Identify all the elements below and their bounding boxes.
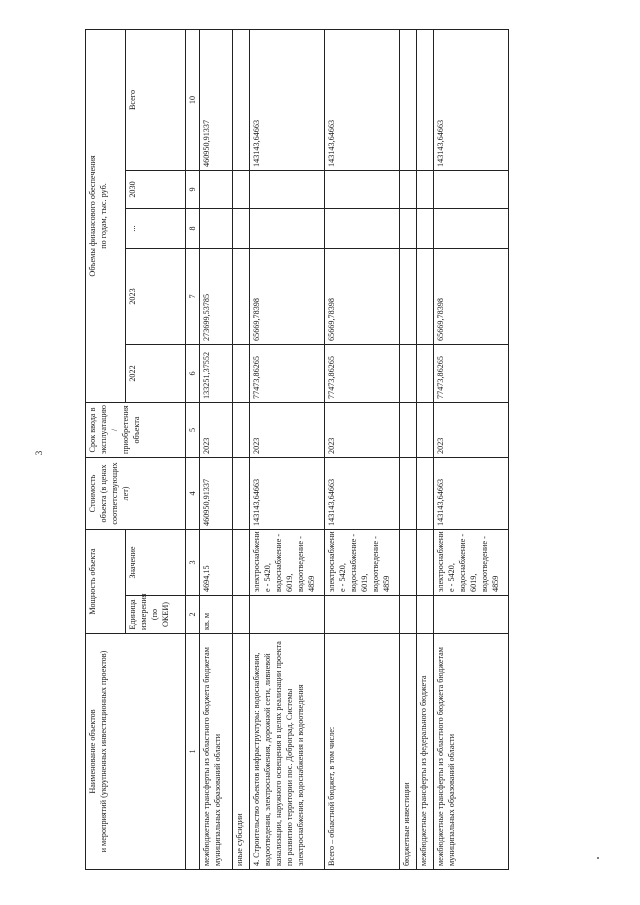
cell-dots — [400, 208, 417, 248]
cell-y2022: 77473,86265 — [434, 344, 509, 402]
column-number: 3 — [186, 529, 200, 595]
cell-total — [233, 29, 250, 170]
column-number: 7 — [186, 248, 200, 344]
cell-unit: кв. м — [200, 596, 233, 634]
header-name: Наименование объектов и мероприятий (укрупненных инвестиционных проектов) — [86, 634, 186, 870]
header-value: Значение — [126, 529, 186, 595]
cell-total: 143143,64663 — [325, 29, 400, 170]
cell-total — [417, 29, 434, 170]
value-line: 4859 — [382, 575, 391, 592]
cell-term — [400, 402, 417, 457]
cell-y2023 — [233, 248, 250, 344]
cell-term: 2023 — [250, 402, 325, 457]
cell-y2023 — [400, 248, 417, 344]
value-line: е - 5420, — [338, 563, 347, 592]
value-line: электроснабжени — [252, 531, 261, 592]
cell-unit — [233, 596, 250, 634]
value-line: электроснабжени — [327, 531, 336, 592]
table-row — [200, 29, 233, 869]
cell-y2022 — [400, 344, 417, 402]
table-row — [325, 29, 400, 869]
table-body — [200, 29, 509, 869]
cell-value — [250, 529, 325, 595]
column-number: 8 — [186, 208, 200, 248]
column-number: 9 — [186, 170, 200, 208]
cell-name: межбюджетные трансферты из областного бюджета бюджетам муниципальных образований области — [434, 634, 509, 870]
cell-value — [233, 529, 250, 595]
cell-value — [400, 529, 417, 595]
cell-term — [417, 402, 434, 457]
value-line: водоотведение - — [371, 536, 380, 592]
value-line: е - 5420, — [447, 563, 456, 592]
cell-term: 2023 — [434, 402, 509, 457]
header-unit: Единица измерения (по ОКЕИ) — [126, 596, 186, 634]
cell-y2030 — [200, 170, 233, 208]
column-number: 2 — [186, 596, 200, 634]
cell-dots — [325, 208, 400, 248]
cell-y2023 — [417, 248, 434, 344]
header-term: Срок ввода в эксплуатацию / приобретения объекта — [86, 402, 186, 457]
value-line: 4859 — [307, 575, 316, 592]
cell-y2022: 133251,37552 — [200, 344, 233, 402]
value-line: 6019, — [360, 573, 369, 592]
column-number: 4 — [186, 457, 200, 529]
cell-y2030 — [400, 170, 417, 208]
value-line: 6019, — [469, 573, 478, 592]
cell-dots — [417, 208, 434, 248]
cell-value — [325, 529, 400, 595]
cell-unit — [434, 596, 509, 634]
table-row — [434, 29, 509, 869]
cell-unit — [400, 596, 417, 634]
cell-term: 2023 — [200, 402, 233, 457]
header-dots: ... — [126, 208, 186, 248]
column-number: 5 — [186, 402, 200, 457]
cell-y2030 — [233, 170, 250, 208]
cell-total: 143143,64663 — [250, 29, 325, 170]
value-line: 4694,15 — [202, 565, 211, 592]
header-2022: 2022 — [126, 344, 186, 402]
investment-table — [85, 29, 509, 870]
cell-dots — [200, 208, 233, 248]
cell-y2023: 65669,78398 — [250, 248, 325, 344]
cell-unit — [417, 596, 434, 634]
investment-table-rotated — [85, 30, 515, 870]
header-cost: Стоимость объекта (в ценах соответствующих лет) — [86, 457, 186, 529]
value-line: е - 5420, — [263, 563, 272, 592]
cell-name: бюджетные инвестиции — [400, 634, 417, 870]
table-row — [233, 29, 250, 869]
table-row — [250, 29, 325, 869]
cell-name: иные субсидии — [233, 634, 250, 870]
header-total: Всего — [126, 29, 186, 170]
header-2030: 2030 — [126, 170, 186, 208]
column-number: 10 — [186, 29, 200, 170]
cell-y2023: 65669,78398 — [325, 248, 400, 344]
cell-total: 460950,91337 — [200, 29, 233, 170]
cell-name: 4. Строительство объектов инфраструктуры: водоснабжения, водоотведения, электроснабжения, дорожной сети, ливневой канализации, наружного освещения в целях реализации проекта по развитию территории пос. Доброград. Системы электроснабжения, водоснабжения и водоотведения — [250, 634, 325, 870]
page-number: 3 — [34, 450, 44, 456]
cell-dots — [250, 208, 325, 248]
table-row — [400, 29, 417, 869]
value-line: водоснабжение - — [274, 533, 283, 592]
cell-y2023: 65669,78398 — [434, 248, 509, 344]
cell-name: межбюджетные трансферты из областного бюджета бюджетам муниципальных образований области — [200, 634, 233, 870]
cell-name: межбюджетные трансферты из федерального бюджета — [417, 634, 434, 870]
cell-unit — [325, 596, 400, 634]
column-number: 1 — [186, 634, 200, 870]
cell-cost — [417, 457, 434, 529]
cell-value — [200, 529, 233, 595]
cell-y2022: 77473,86265 — [325, 344, 400, 402]
cell-cost: 460950,91337 — [200, 457, 233, 529]
cell-y2022 — [417, 344, 434, 402]
cell-cost: 143143,64663 — [434, 457, 509, 529]
column-number-row — [186, 29, 200, 869]
value-line: водоотведение - — [480, 536, 489, 592]
cell-total: 143143,64663 — [434, 29, 509, 170]
cell-dots — [233, 208, 250, 248]
cell-dots — [434, 208, 509, 248]
value-line: водоснабжение - — [458, 533, 467, 592]
cell-cost: 143143,64663 — [325, 457, 400, 529]
table-row — [417, 29, 434, 869]
cell-term — [233, 402, 250, 457]
value-line: водоснабжение - — [349, 533, 358, 592]
cell-y2030 — [250, 170, 325, 208]
cell-y2022 — [233, 344, 250, 402]
cell-value — [434, 529, 509, 595]
cell-cost — [400, 457, 417, 529]
column-number: 6 — [186, 344, 200, 402]
cell-term: 2023 — [325, 402, 400, 457]
cell-y2030 — [325, 170, 400, 208]
value-line: водоотведение - — [296, 536, 305, 592]
value-line: 6019, — [285, 573, 294, 592]
value-line: 4859 — [491, 575, 500, 592]
header-2023: 2023 — [126, 248, 186, 344]
cell-y2030 — [434, 170, 509, 208]
cell-unit — [250, 596, 325, 634]
value-line: электроснабжени — [436, 531, 445, 592]
cell-y2022: 77473,86265 — [250, 344, 325, 402]
cell-name: Всего – областной бюджет, в том числе: — [325, 634, 400, 870]
header-capacity: Мощность объекта — [86, 529, 126, 633]
cell-cost — [233, 457, 250, 529]
cell-y2023: 273699,53785 — [200, 248, 233, 344]
cell-value — [417, 529, 434, 595]
scan-speck — [597, 857, 599, 859]
cell-y2030 — [417, 170, 434, 208]
cell-cost: 143143,64663 — [250, 457, 325, 529]
cell-total — [400, 29, 417, 170]
header-funding: Объемы финансового обеспечения по годам, тыс. руб. — [86, 29, 126, 402]
